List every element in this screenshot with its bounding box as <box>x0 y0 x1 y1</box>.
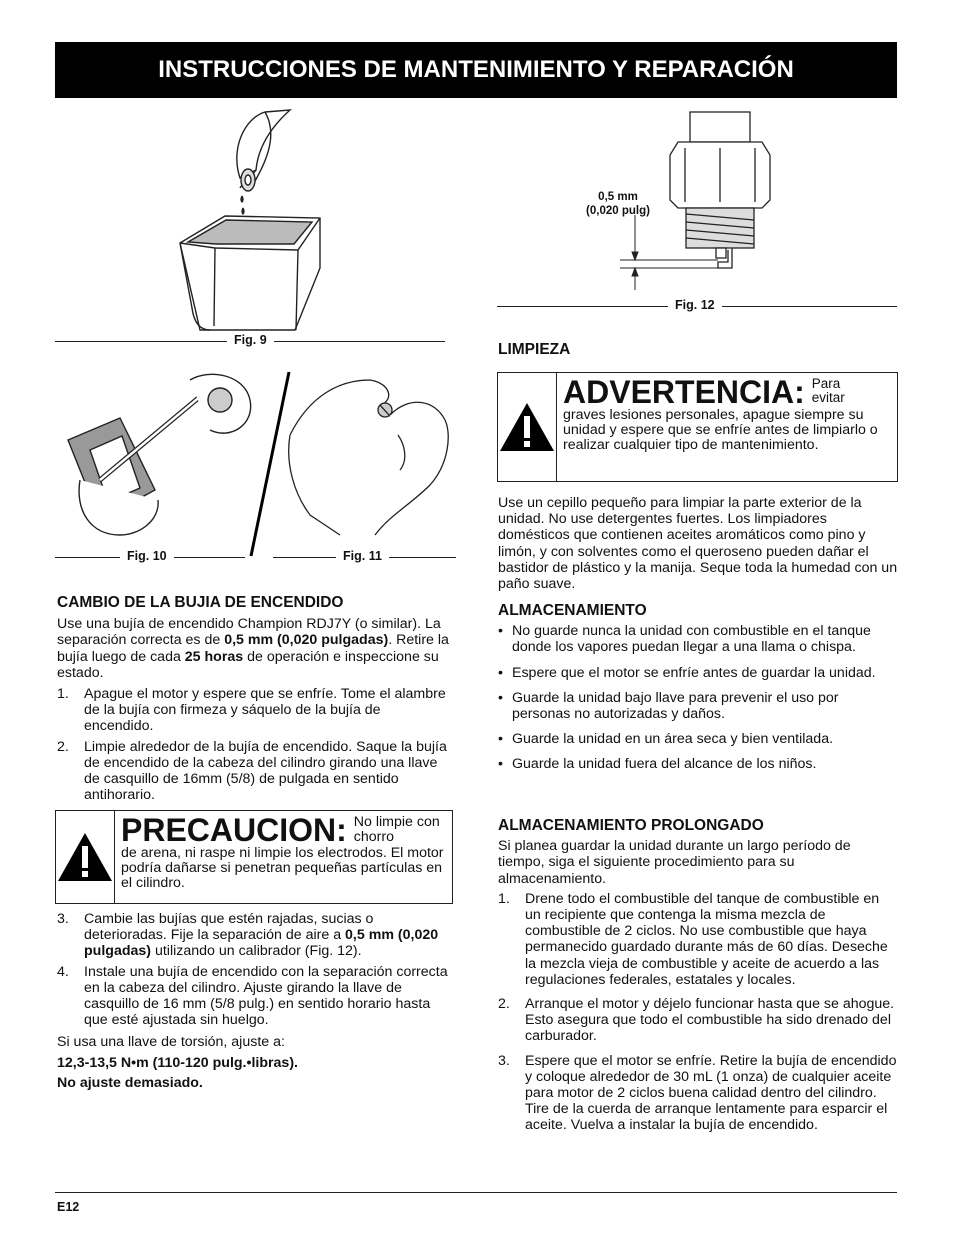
page-number: E12 <box>57 1200 80 1214</box>
warning-box <box>497 372 898 482</box>
long-storage-intro: Si planea guardar la unidad durante un largo período de tiempo, siga el siguiente procedimiento para su almacenamiento. <box>498 838 851 887</box>
spark-heading: CAMBIO DE LA BUJIA DE ENCENDIDO <box>57 594 344 611</box>
fig10-illustration <box>60 370 260 550</box>
gap-mm-text: 0,5 mm <box>598 191 638 203</box>
gap-in-text: (0,020 pulg) <box>586 205 650 217</box>
warning-triangle-icon <box>56 811 115 903</box>
spark-step-3: 3. Cambie las bujías que estén rajadas, sucias o deterioradas. Fije la separación de aire a 0,5 mm (0,020 pulgadas) utilizando un calibrador (Fig. 12). <box>57 911 439 960</box>
fig9-label: Fig. 9 <box>227 333 274 347</box>
storage-item: • No guarde nunca la unidad con combustible en el tanque donde los vapores puedan llegar a una llama o chispa. <box>498 623 871 656</box>
long-storage-heading: ALMACENAMIENTO PROLONGADO <box>498 817 764 834</box>
fig10-label: Fig. 10 <box>120 549 174 563</box>
spark-step-2: 2. Limpie alrededor de la bujía de encendido. Saque la bujía de encendido de la cabeza del cilindro girando una llave de casquillo de 16mm (5/8) de pulgada en sentido antihorario. <box>57 738 447 804</box>
spark-steps-3-4 <box>57 911 452 1028</box>
cleaning-heading: LIMPIEZA <box>498 341 571 358</box>
spark-step-4: 4. Instale una bujía de encendido con la separación correcta en la cabeza del cilindro. Ajuste girando la llave de casquillo de 16 mm (5/8 pulg.) en sentido horario hasta que esté ajustada sin huelgo. <box>57 963 448 1029</box>
spark-steps-1-2 <box>57 686 452 803</box>
caution-box <box>55 810 453 904</box>
storage-item: • Guarde la unidad bajo llave para prevenir el uso por personas no autorizadas y daños. <box>498 689 839 723</box>
long-storage-steps <box>498 891 898 1134</box>
spark-intro: Use una bujía de encendido Champion RDJ7Y (o similar). La separación correcta es de 0,5 mm (0,020 pulgadas). Retire la bujía luego de cada 25 horas de operación e inspeccione su estado. <box>57 616 449 681</box>
long-storage-section <box>498 818 898 1142</box>
storage-heading: ALMACENAMIENTO <box>498 602 647 619</box>
torque-value: 12,3-13,5 N•m (110-120 pulg.•libras). <box>57 1054 298 1071</box>
gap-annotation <box>578 190 658 218</box>
long-storage-step: 2. Arranque el motor y déjelo funcionar hasta que se ahogue. Esto asegura que todo el combustible ha sido drenado del carburador. <box>498 996 895 1045</box>
fig12-label: Fig. 12 <box>668 298 722 312</box>
long-storage-step: 3. Espere que el motor se enfríe. Retire la bujía de encendido y coloque alrededor de 30 mL (1 onza) de cualquier aceite para motor de 2 ciclos buena calidad dentro del cilindro. Tire de la cuerda de arranque lentamente para esparcir el aceite. Vuelva a instalar la bujía de encendido. <box>498 1052 897 1134</box>
warning-text: ADVERTENCIA: Para evitar graves lesiones personales, apague siempre su unidad y espere que se enfríe antes de limpiarlo o realizar cualquier tipo de mantenimiento. <box>563 374 878 453</box>
caution-text: PRECAUCION: No limpie con chorro de arena, ni raspe ni limpie los electrodos. El motor podría dañarse si penetran pequeñas partículas en el cilindro. <box>121 812 444 891</box>
storage-item: • Espere que el motor se enfríe antes de guardar la unidad. <box>498 664 876 681</box>
storage-item: • Guarde la unidad fuera del alcance de los niños. <box>498 756 817 773</box>
spark-plug-section <box>57 595 452 807</box>
storage-list <box>498 623 898 772</box>
cleaning-body: Use un cepillo pequeño para limpiar la parte exterior de la unidad. No use detergentes fuertes. Los limpiadores domésticos que contienen aceites aromáticos como pino y limón, y con solventes como el queroseno pueden dañar el bastidor de plástico y la manija. Seque toda la humedad con un paño suave. <box>498 495 898 593</box>
spark-plug-section-cont <box>57 911 452 1091</box>
section-title: INSTRUCCIONES DE MANTENIMIENTO Y REPARACIÓN <box>158 56 794 83</box>
warning-triangle-icon <box>498 373 557 481</box>
long-storage-step: 1. Drene todo el combustible del tanque de combustible en un recipiente que contenga la misma mezcla de combustible de 2 ciclos. No use combustible que haya permanecido guardado durante más de 60 días. Deseche la mezcla vieja de combustible y aceite de acuerdo a las regulaciones federales, estatales y locales. <box>498 890 888 988</box>
fig9-illustration <box>170 108 340 338</box>
footer-rule <box>55 1192 897 1193</box>
storage-section <box>498 603 898 782</box>
storage-item: • Guarde la unidad en un área seca y bien ventilada. <box>498 731 834 748</box>
torque-intro: Si usa una llave de torsión, ajuste a: <box>57 1034 285 1051</box>
caution-title: PRECAUCION: <box>121 812 347 848</box>
fig11-label: Fig. 11 <box>336 549 389 563</box>
spark-step-1: 1. Apague el motor y espere que se enfríe. Tome el alambre de la bujía con firmeza y sáquelo de la bujía de encendido. <box>57 686 446 735</box>
fig11-illustration <box>280 375 455 545</box>
warning-title: ADVERTENCIA: <box>563 374 805 410</box>
section-title-banner <box>55 42 897 98</box>
torque-warning: No ajuste demasiado. <box>57 1074 203 1091</box>
